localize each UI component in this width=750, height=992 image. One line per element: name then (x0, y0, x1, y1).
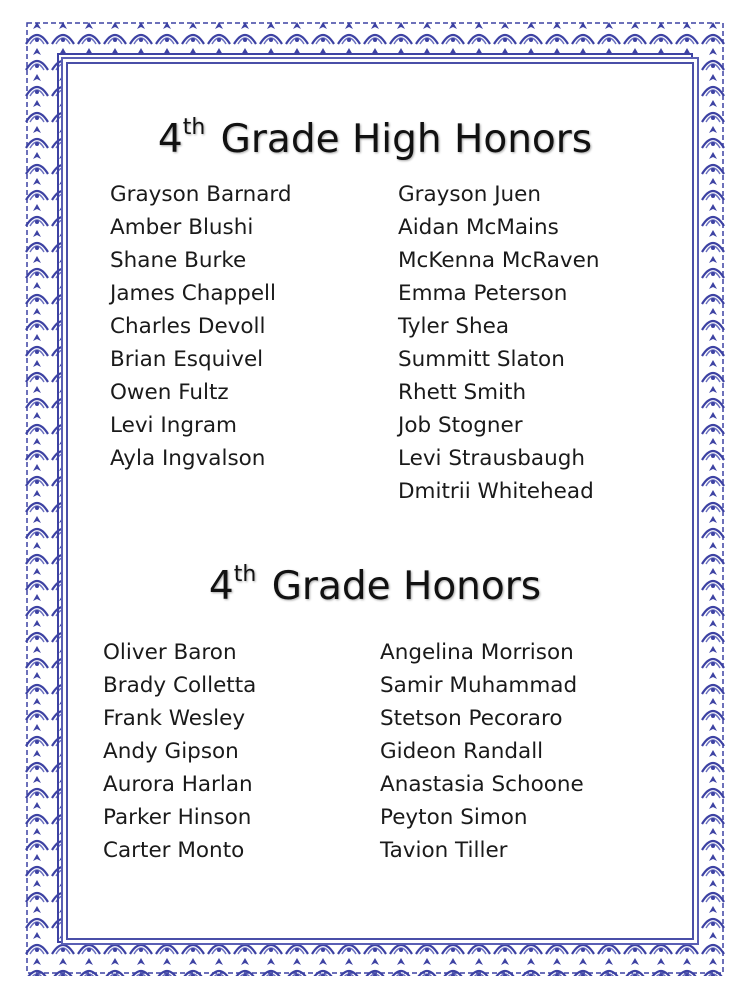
student-name: Samir Muhammad (380, 673, 578, 698)
student-name: James Chappell (110, 281, 277, 306)
student-name: Ayla Ingvalson (110, 446, 266, 471)
student-name: Rhett Smith (398, 380, 527, 405)
student-name: Oliver Baron (103, 640, 237, 665)
student-name: Brian Esquivel (110, 347, 264, 372)
student-name: Aidan McMains (398, 215, 559, 240)
student-name: Owen Fultz (110, 380, 229, 405)
student-name: Tavion Tiller (380, 838, 508, 863)
student-name: Angelina Morrison (380, 640, 574, 665)
student-name: Peyton Simon (380, 805, 528, 830)
high-honors-left-list (110, 178, 292, 475)
honors-left-list (103, 636, 256, 867)
student-name: Shane Burke (110, 248, 247, 273)
student-name: Emma Peterson (398, 281, 568, 306)
honors-right-list (380, 636, 584, 867)
student-name: Parker Hinson (103, 805, 252, 830)
student-name: Grayson Barnard (110, 182, 292, 207)
high-honors-right-list (398, 178, 599, 508)
student-name: Dmitrii Whitehead (398, 479, 594, 504)
student-name: Charles Devoll (110, 314, 266, 339)
student-name: Andy Gipson (103, 739, 239, 764)
student-name: Levi Strausbaugh (398, 446, 586, 471)
student-name: Stetson Pecoraro (380, 706, 563, 731)
student-name: Job Stogner (398, 413, 523, 438)
student-name: Summitt Slaton (398, 347, 565, 372)
student-name: Aurora Harlan (103, 772, 253, 797)
student-name: Tyler Shea (398, 314, 510, 339)
student-name: Levi Ingram (110, 413, 237, 438)
student-name: Grayson Juen (398, 182, 542, 207)
student-name: Frank Wesley (103, 706, 246, 731)
student-name: Amber Blushi (110, 215, 254, 240)
student-name: Gideon Randall (380, 739, 544, 764)
student-name: Carter Monto (103, 838, 245, 863)
student-name: Anastasia Schoone (380, 772, 584, 797)
honors-title: 4th Grade Honors (208, 562, 542, 609)
student-name: Brady Colletta (103, 673, 257, 698)
high-honors-title: 4th Grade High Honors (157, 115, 593, 162)
student-name: McKenna McRaven (398, 248, 600, 273)
